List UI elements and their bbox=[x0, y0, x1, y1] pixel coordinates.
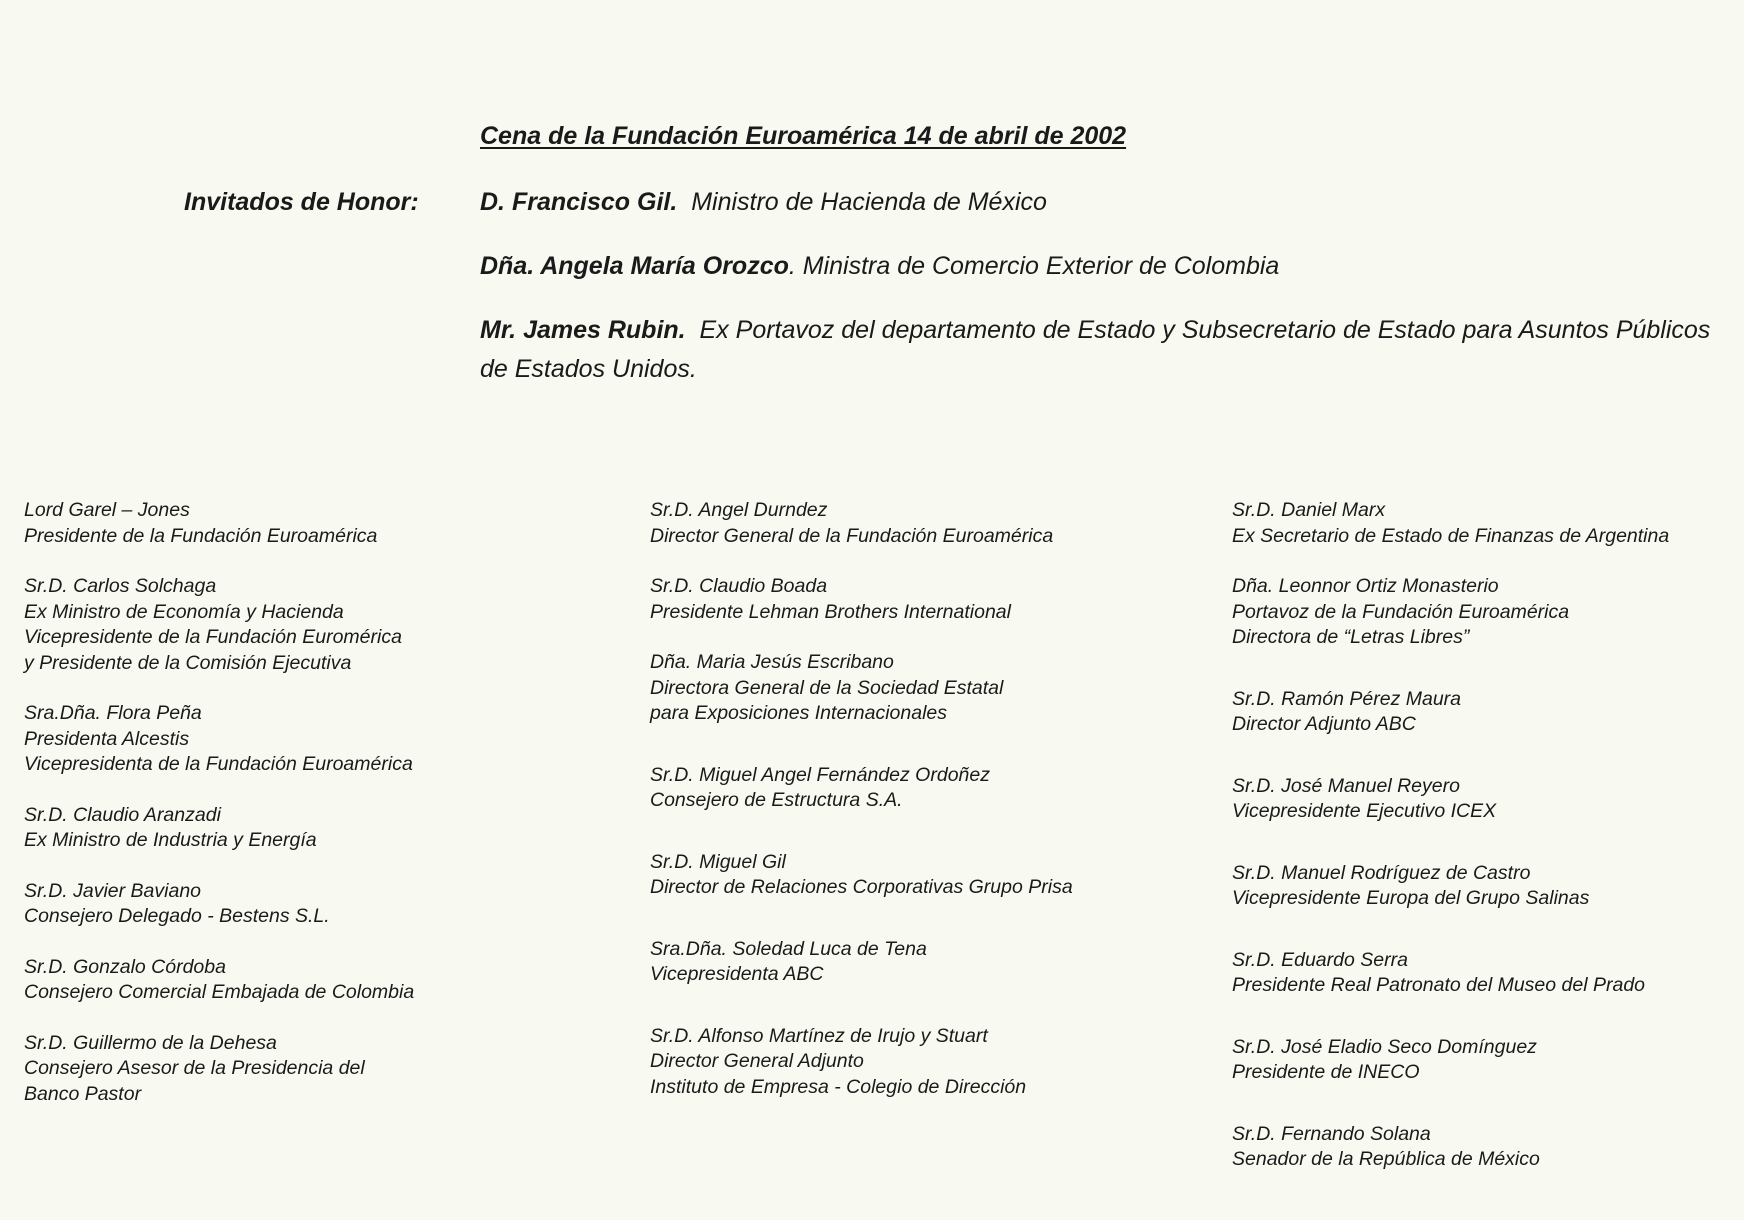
honor-guest-role: . Ministra de Comercio Exterior de Colombia bbox=[788, 252, 1280, 280]
guest-entry bbox=[1232, 687, 1737, 738]
guest-name: Sr.D. Miguel Gil bbox=[650, 850, 786, 873]
guest-title: para Exposiciones Internacionales bbox=[650, 702, 948, 724]
guest-title: Presidente Real Patronato del Museo del Prado bbox=[1232, 974, 1646, 996]
honor-guest-role: Ministro de Hacienda de México bbox=[691, 188, 1047, 216]
guest-entry bbox=[24, 574, 584, 676]
guest-entry bbox=[24, 955, 584, 1006]
guest-title: Vicepresidenta de la Fundación Euroamérica bbox=[24, 753, 413, 775]
guest-name: Dña. Leonnor Ortiz Monasterio bbox=[1232, 575, 1499, 597]
guest-entry bbox=[650, 574, 1210, 625]
guest-column-right bbox=[1232, 498, 1737, 1198]
guest-name: Sr.D. Eduardo Serra bbox=[1232, 948, 1408, 971]
guest-title: Vicepresidenta ABC bbox=[650, 963, 824, 985]
guest-name: Sr.D. Guillermo de la Dehesa bbox=[24, 1031, 277, 1054]
guest-title: Consejero Asesor de la Presidencia del bbox=[24, 1057, 365, 1079]
guest-title: Instituto de Empresa - Colegio de Dirección bbox=[650, 1075, 1027, 1098]
guest-entry bbox=[650, 763, 1210, 814]
guest-name: Sr.D. Miguel Angel Fernández Ordoñez bbox=[650, 763, 990, 786]
guest-name: Sr.D. Angel Durndez bbox=[650, 499, 828, 521]
guest-entry bbox=[24, 701, 584, 778]
guest-title: Directora de “Letras Libres” bbox=[1232, 626, 1470, 648]
guest-title: Presidenta Alcestis bbox=[24, 727, 190, 750]
guest-entry bbox=[650, 650, 1210, 727]
guest-name: Sr.D. Claudio Boada bbox=[650, 575, 828, 597]
honor-guest bbox=[480, 247, 1730, 286]
guest-entry bbox=[24, 498, 584, 549]
guest-name: Sr.D. Alfonso Martínez de Irujo y Stuart bbox=[650, 1024, 988, 1047]
guest-title: Consejero Comercial Embajada de Colombia bbox=[24, 981, 415, 1003]
honor-guest-name: Mr. James Rubin. bbox=[480, 316, 686, 344]
guest-name: Sra.Dña. Flora Peña bbox=[24, 702, 202, 724]
guest-entry bbox=[1232, 861, 1737, 912]
guest-entry bbox=[1232, 774, 1737, 825]
guest-name: Sr.D. José Eladio Seco Domínguez bbox=[1232, 1035, 1537, 1058]
guest-title: Presidente de la Fundación Euroamérica bbox=[24, 524, 378, 547]
guest-name: Lord Garel – Jones bbox=[24, 499, 190, 521]
guest-name: Dña. Maria Jesús Escribano bbox=[650, 651, 894, 673]
guest-title: Director Adjunto ABC bbox=[1232, 713, 1416, 735]
guest-name: Sr.D. Javier Baviano bbox=[24, 879, 202, 902]
guest-entry bbox=[1232, 574, 1737, 651]
guest-title: Consejero Delegado - Bestens S.L. bbox=[24, 905, 330, 927]
guest-title: y Presidente de la Comisión Ejecutiva bbox=[24, 651, 352, 674]
guest-name: Sr.D. Claudio Aranzadi bbox=[24, 803, 221, 826]
guest-title: Presidente Lehman Brothers International bbox=[650, 600, 1011, 623]
page-title: Cena de la Fundación Euroamérica 14 de abril de 2002 bbox=[480, 122, 1127, 150]
honor-guests-label: Invitados de Honor: bbox=[184, 188, 419, 216]
guest-column-middle bbox=[650, 498, 1210, 1125]
honor-guest-name: D. Francisco Gil. bbox=[480, 188, 678, 216]
guest-entry bbox=[24, 879, 584, 930]
guest-name: Sr.D. Daniel Marx bbox=[1232, 499, 1386, 521]
guest-title: Ex Secretario de Estado de Finanzas de Argentina bbox=[1232, 524, 1670, 547]
guest-entry bbox=[650, 937, 1210, 988]
guest-title: Directora General de la Sociedad Estatal bbox=[650, 676, 1004, 699]
honor-guest bbox=[480, 311, 1730, 389]
guest-title: Consejero de Estructura S.A. bbox=[650, 789, 903, 811]
guest-name: Sr.D. Carlos Solchaga bbox=[24, 575, 217, 597]
guest-entry bbox=[1232, 498, 1737, 549]
guest-name: Sr.D. Fernando Solana bbox=[1232, 1122, 1431, 1145]
guest-name: Sra.Dña. Soledad Luca de Tena bbox=[650, 937, 927, 960]
guest-name: Sr.D. Manuel Rodríguez de Castro bbox=[1232, 861, 1531, 884]
guest-title: Director de Relaciones Corporativas Grupo Prisa bbox=[650, 876, 1073, 898]
guest-entry bbox=[650, 850, 1210, 901]
guest-column-left bbox=[24, 498, 584, 1132]
guest-entry bbox=[650, 1024, 1210, 1101]
guest-entry bbox=[1232, 1122, 1737, 1173]
guest-entry bbox=[650, 498, 1210, 549]
guest-title: Director General de la Fundación Euroamérica bbox=[650, 524, 1054, 547]
guest-entry bbox=[24, 1031, 584, 1108]
guest-entry bbox=[1232, 948, 1737, 999]
honor-guest-role: Ex Portavoz del departamento de Estado y Subsecretario de Estado para Asuntos Públicos de Estados Unidos. bbox=[480, 316, 1711, 383]
guest-title: Banco Pastor bbox=[24, 1082, 142, 1105]
guest-title: Vicepresidente Europa del Grupo Salinas bbox=[1232, 887, 1590, 909]
guest-name: Sr.D. José Manuel Reyero bbox=[1232, 774, 1460, 797]
guest-title: Portavoz de la Fundación Euroamérica bbox=[1232, 600, 1570, 623]
guest-title: Presidente de INECO bbox=[1232, 1061, 1420, 1083]
guest-title: Ex Ministro de Economía y Hacienda bbox=[24, 600, 344, 623]
guest-title: Director General Adjunto bbox=[650, 1050, 864, 1072]
guest-title: Senador de la República de México bbox=[1232, 1148, 1540, 1170]
guest-title: Vicepresidente Ejecutivo ICEX bbox=[1232, 800, 1497, 822]
guest-title: Ex Ministro de Industria y Energía bbox=[24, 829, 317, 851]
guest-entry bbox=[1232, 1035, 1737, 1086]
guest-name: Sr.D. Gonzalo Córdoba bbox=[24, 955, 226, 978]
guest-name: Sr.D. Ramón Pérez Maura bbox=[1232, 687, 1462, 710]
honor-guest bbox=[480, 183, 1730, 222]
guest-entry bbox=[24, 803, 584, 854]
honor-guest-name: Dña. Angela María Orozco bbox=[480, 252, 789, 280]
guest-title: Vicepresidente de la Fundación Euromérica bbox=[24, 626, 402, 648]
